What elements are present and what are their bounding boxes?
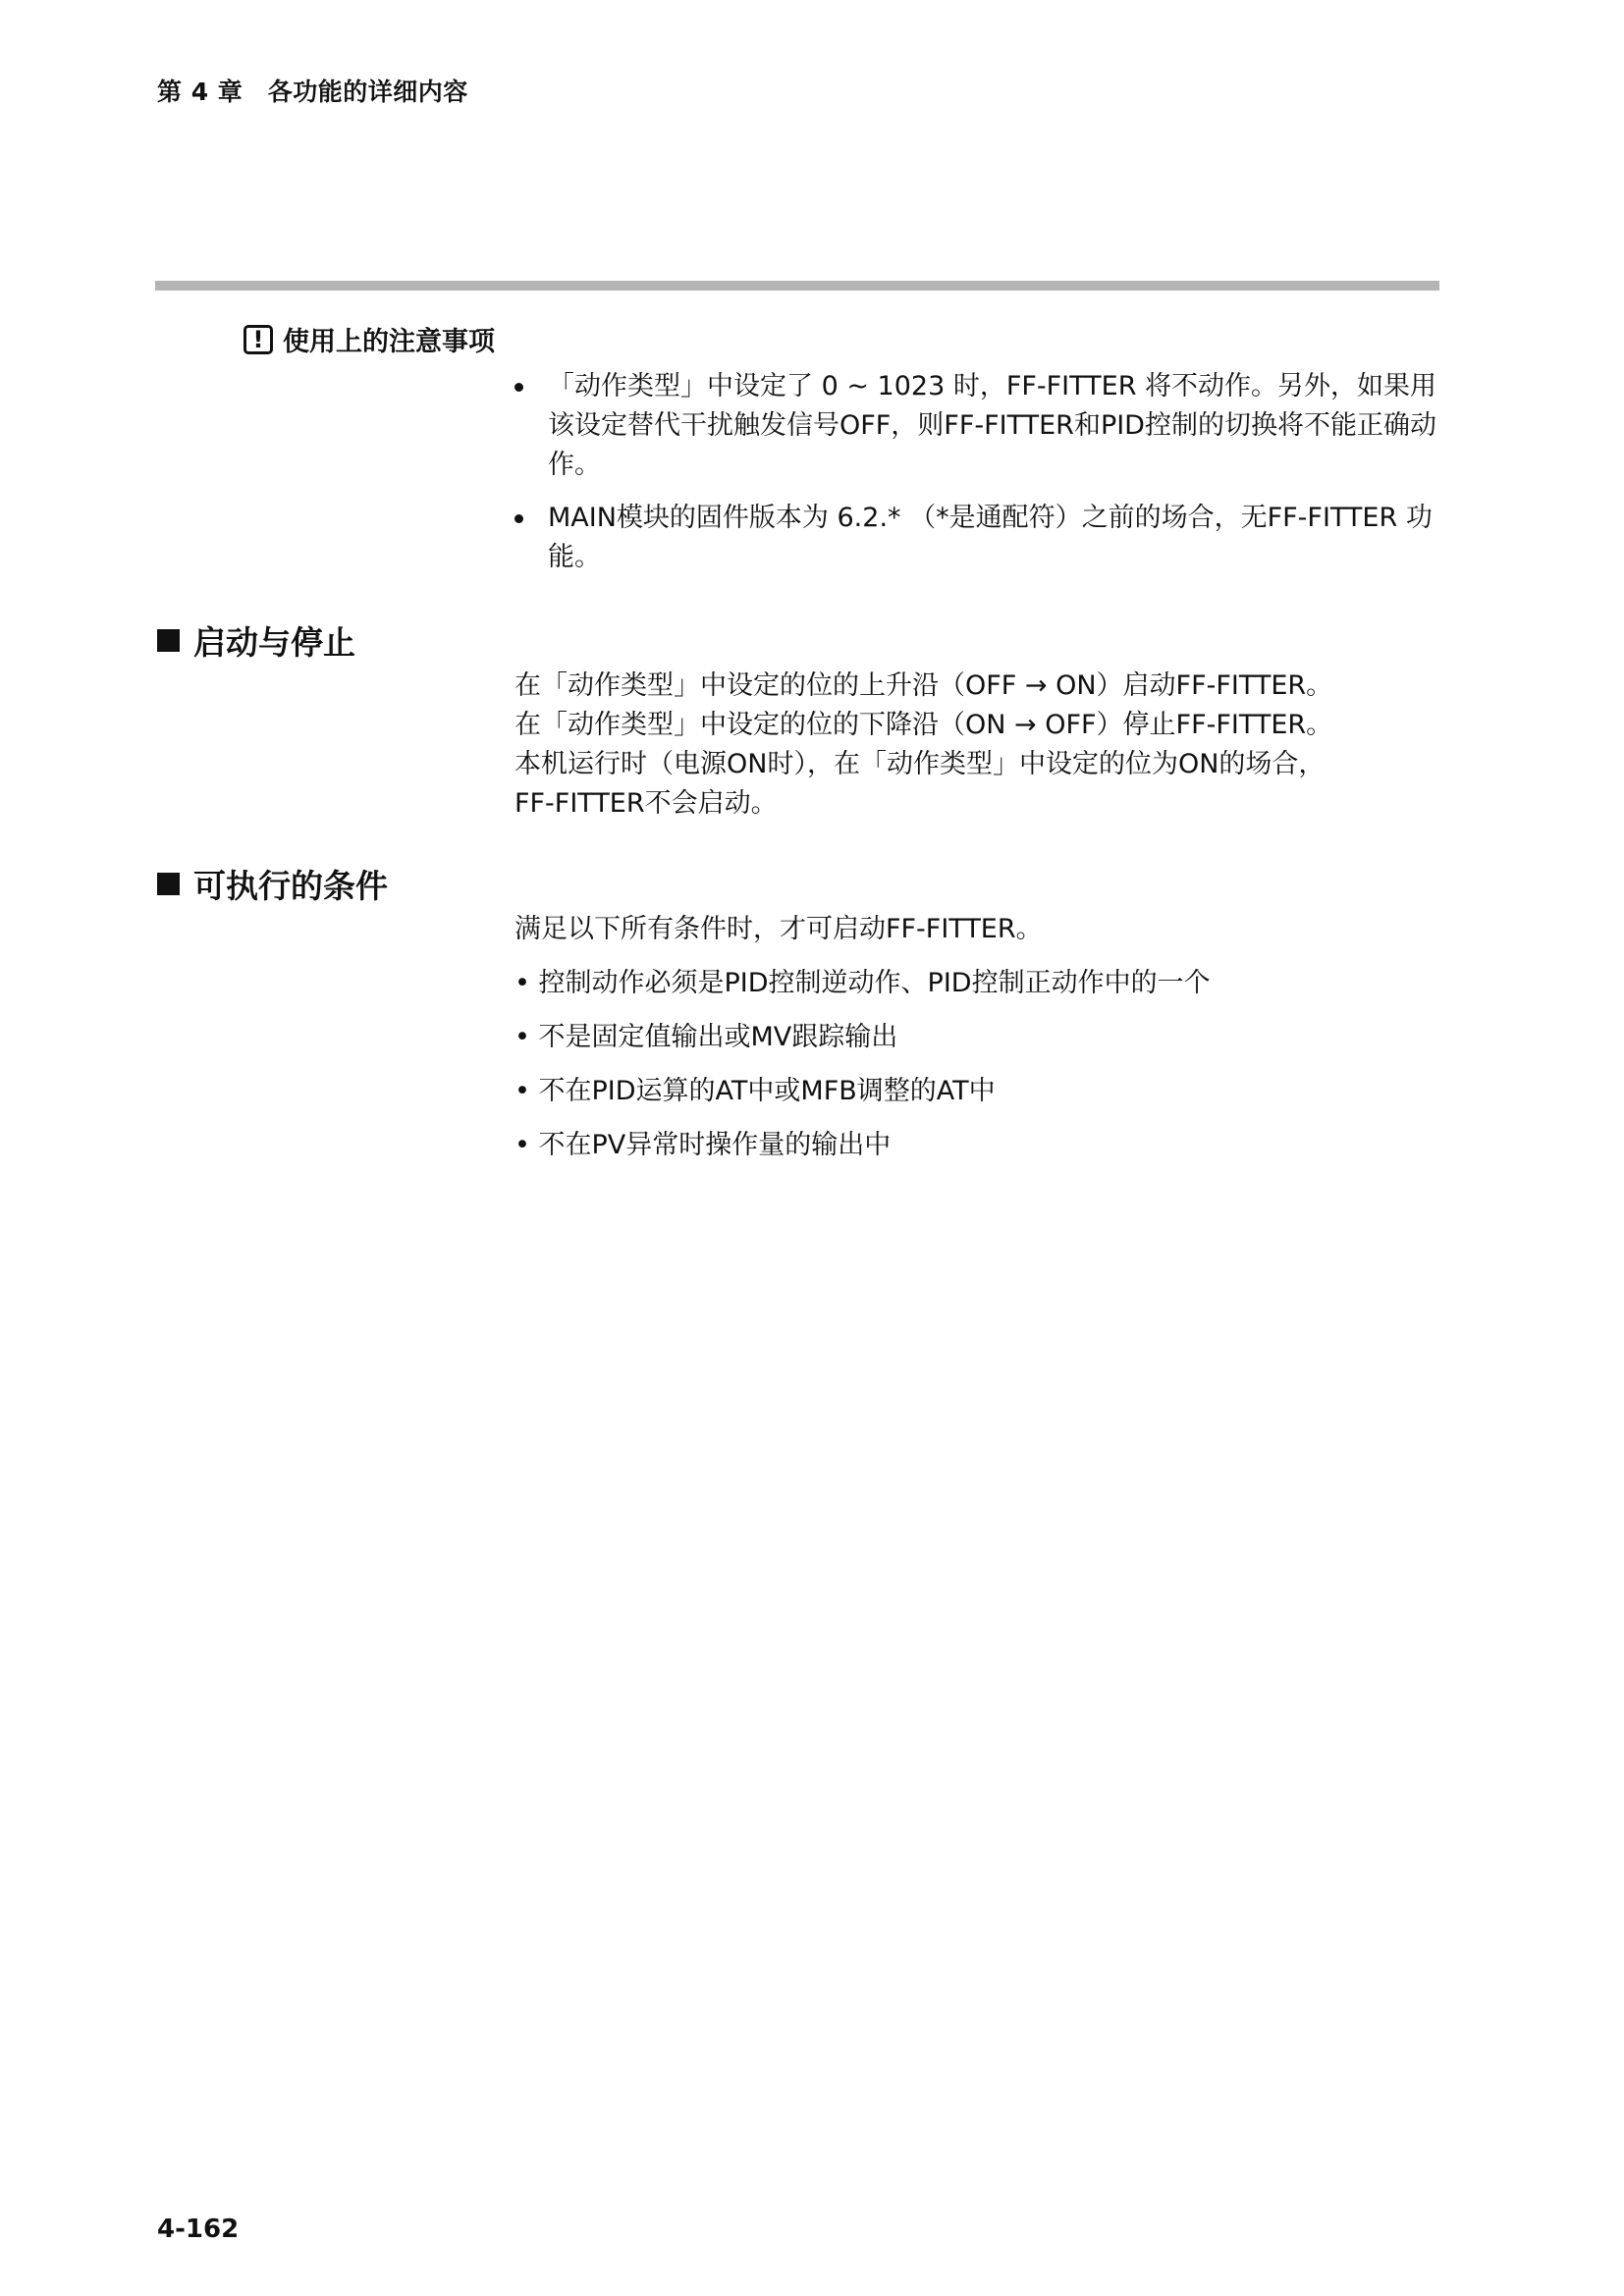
condition-item: • 不在PID运算的AT中或MFB调整的AT中 xyxy=(514,1076,996,1106)
conditions-intro: 满足以下所有条件时，才可启动FF-FITTER。 xyxy=(514,914,1043,944)
bullet-icon xyxy=(514,383,523,392)
condition-item: • 控制动作必须是PID控制逆动作、PID控制正动作中的一个 xyxy=(514,968,1211,998)
start-stop-body xyxy=(514,667,1437,824)
caution-title: 使用上的注意事项 xyxy=(283,327,495,357)
square-bullet-icon xyxy=(157,629,180,652)
paragraph-line: FF-FITTER不会启动。 xyxy=(514,788,778,819)
caution-heading xyxy=(244,320,495,358)
list-item xyxy=(511,367,1443,485)
conditions-body xyxy=(514,910,1437,1165)
bullet-icon xyxy=(514,514,523,523)
section-heading-start-stop xyxy=(157,617,355,664)
section-heading-text: 可执行的条件 xyxy=(193,867,388,905)
paragraph-line: 在「动作类型」中设定的位的下降沿（ON → OFF）停止FF-FITTER。 xyxy=(514,710,1333,740)
caution-item-text: 「动作类型」中设定了 0 ~ 1023 时，FF-FITTER 将不动作。另外，如果用该设定替代干扰触发信号OFF，则FF-FITTER和PID控制的切换将不能正确动作。 xyxy=(548,371,1437,480)
paragraph-line: 在「动作类型」中设定的位的上升沿（OFF → ON）启动FF-FITTER。 xyxy=(514,670,1333,701)
condition-item: • 不在PV异常时操作量的输出中 xyxy=(514,1130,892,1160)
square-bullet-icon xyxy=(157,873,180,895)
exclamation-box-icon: ! xyxy=(244,325,273,354)
section-heading-conditions xyxy=(157,861,388,907)
section-heading-text: 启动与停止 xyxy=(193,623,355,662)
caution-item-text: MAIN模块的固件版本为 6.2.* （*是通配符）之前的场合，无FF-FITTER 功能。 xyxy=(548,503,1433,572)
condition-item: • 不是固定值输出或MV跟踪输出 xyxy=(514,1022,898,1052)
paragraph-line: 本机运行时（电源ON时），在「动作类型」中设定的位为ON的场合， xyxy=(514,749,1326,779)
chapter-header: 第 4 章 各功能的详细内容 xyxy=(157,78,468,106)
page-number: 4-162 xyxy=(157,2215,240,2244)
list-item xyxy=(511,499,1443,577)
caution-list xyxy=(511,367,1443,591)
section-divider xyxy=(155,281,1439,291)
